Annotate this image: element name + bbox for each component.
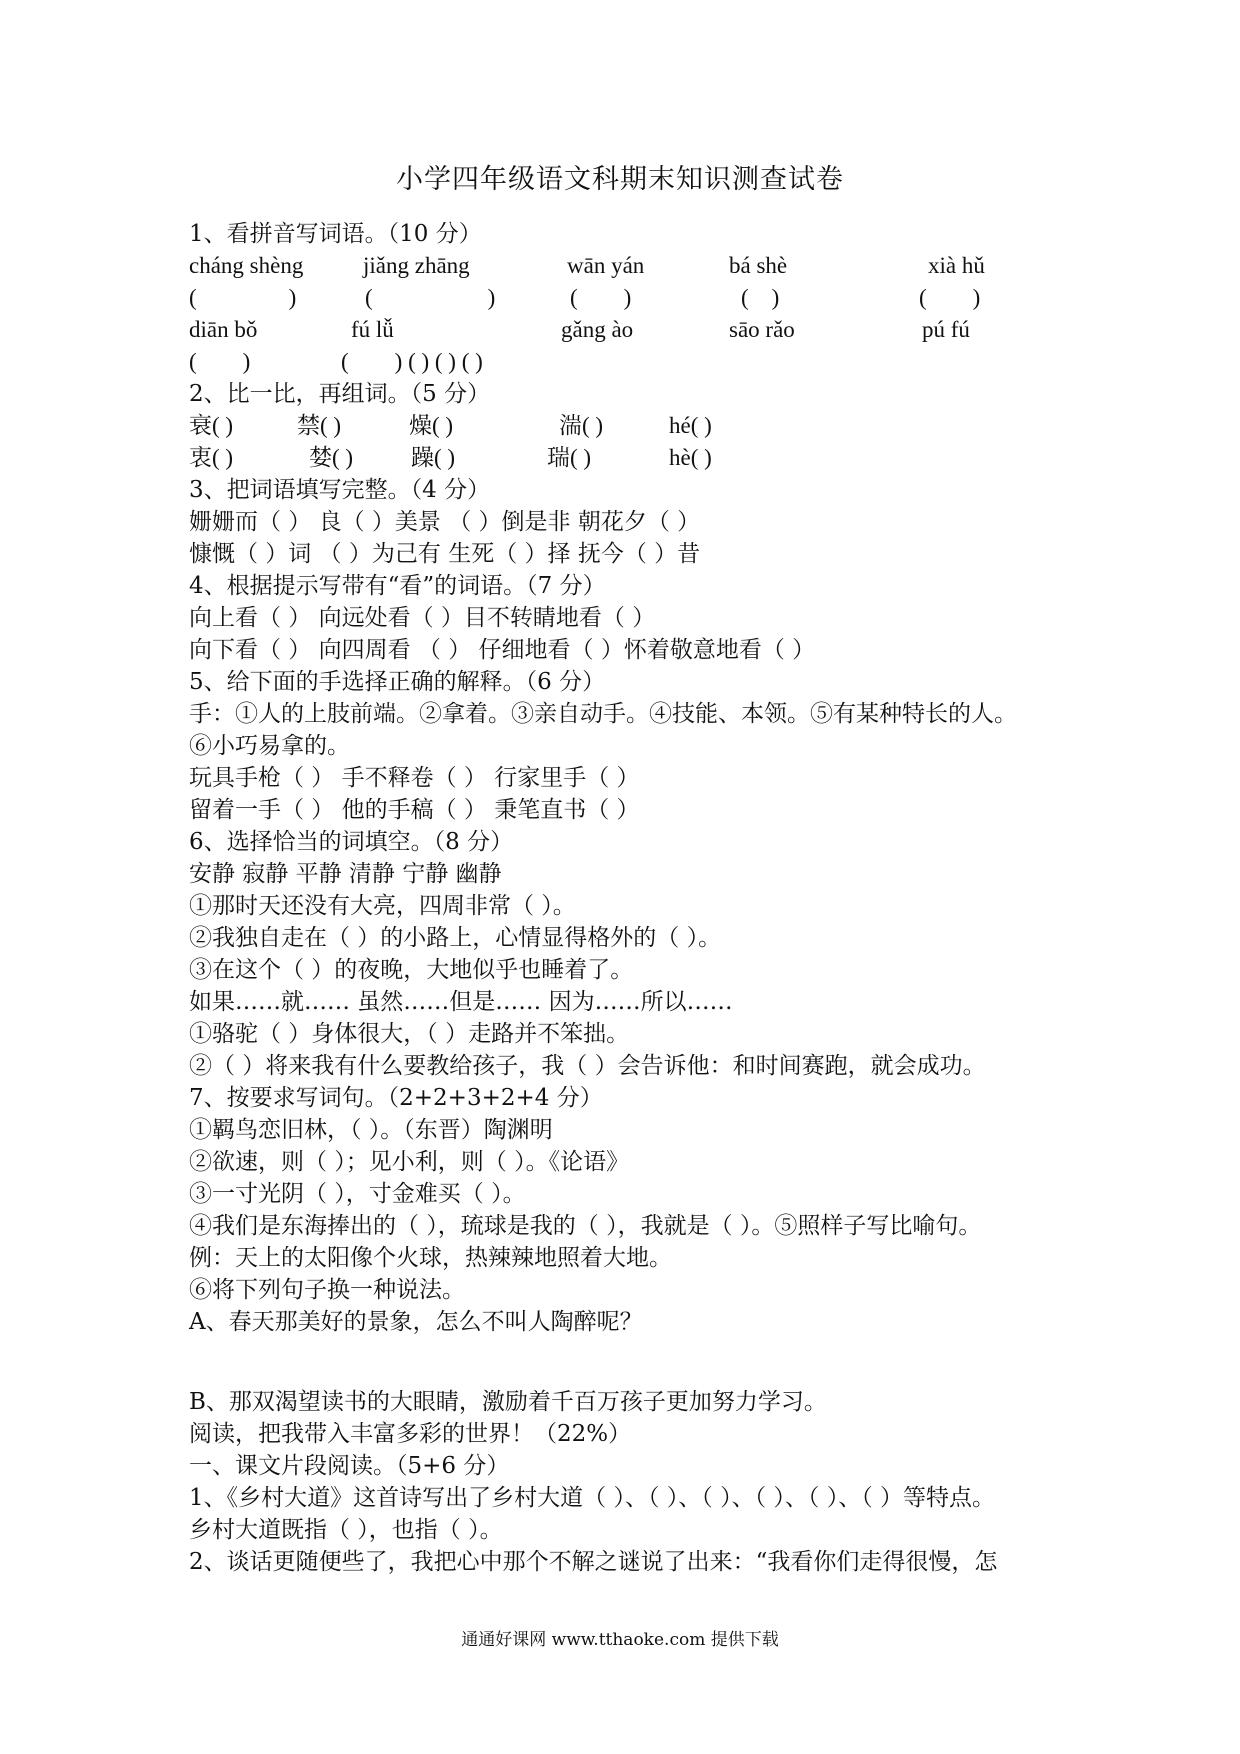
pinyin-item: fú lǚ — [351, 317, 394, 342]
answer-blank: ( ) — [365, 285, 496, 310]
answer-blank: ( ) — [189, 349, 251, 374]
pinyin-item: bá shè — [729, 253, 788, 278]
reading-heading: 阅读，把我带入丰富多彩的世界！（22%） — [189, 1421, 632, 1447]
pinyin-row-2 — [189, 314, 1089, 346]
section-5-line-1: 玩具手枪（ ） 手不释卷（ ） 行家里手（ ） — [189, 765, 640, 791]
reading-question: 2、谈话更随便些了，我把心中那个不解之谜说了出来：“我看你们走得很慢，怎 — [189, 1549, 998, 1575]
section-7-question: ⑥将下列句子换一种说法。 — [189, 1277, 465, 1303]
section-6-question: ①那时天还没有大亮，四周非常（ ）。 — [189, 893, 576, 919]
section-6-question: ①骆驼（ ）身体很大，（ ）走路并不笨拙。 — [189, 1021, 630, 1047]
pinyin-item: pú fú — [922, 317, 970, 342]
section-7-question: ②欲速，则（ ）；见小利，则（ ）。《论语》 — [189, 1149, 630, 1175]
compare-item: hé( ) — [669, 413, 712, 438]
pinyin-item: diān bǒ — [189, 317, 258, 342]
section-5-heading: 5、给下面的手选择正确的解释。（6 分） — [189, 669, 606, 695]
section-6-question: ③在这个（ ）的夜晚，大地似乎也睡着了。 — [189, 957, 634, 983]
section-4-heading: 4、根据提示写带有“看”的词语。（7 分） — [189, 573, 606, 599]
reading-question: 乡村大道既指（ ），也指（ ）。 — [189, 1517, 503, 1543]
section-7-sentence-b: B、那双渴望读书的大眼睛，激励着千百万孩子更加努力学习。 — [189, 1389, 827, 1415]
section-5-definitions: 手：①人的上肢前端。②拿着。③亲自动手。④技能、本领。⑤有某种特长的人。 — [189, 701, 1017, 727]
page-title: 小学四年级语文科期末知识测查试卷 — [396, 164, 844, 195]
answer-blank: ( ) — [919, 285, 981, 310]
pinyin-item: gǎng ào — [561, 317, 634, 342]
compare-item: 衷( ) — [189, 445, 234, 470]
section-4-line-1: 向上看（ ） 向远处看（ ）目不转睛地看（ ） — [189, 605, 656, 631]
pinyin-item: sāo rǎo — [729, 317, 795, 342]
answer-blanks-row-2 — [189, 346, 1089, 378]
reading-part-1-heading: 一、课文片段阅读。（5+6 分） — [189, 1453, 510, 1479]
section-3-heading: 3、把词语填写完整。（4 分） — [189, 477, 491, 503]
footer-credit: 通通好课网 www.tthaoke.com 提供下载 — [461, 1630, 779, 1650]
section-3-line-2: 慷慨（ ）词 （ ）为己有 生死（ ）择 抚今（ ）昔 — [189, 541, 701, 567]
section-6-question: ②我独自走在（ ）的小路上，心情显得格外的（ ）。 — [189, 925, 722, 951]
compare-row-1 — [189, 410, 889, 442]
section-7-sentence-a: A、春天那美好的景象，怎么不叫人陶醉呢？ — [189, 1309, 643, 1335]
section-5-line-2: 留着一手（ ） 他的手稿（ ） 秉笔直书（ ） — [189, 797, 640, 823]
section-4-line-2: 向下看（ ） 向四周看 （ ） 仔细地看（ ）怀着敬意地看（ ） — [189, 637, 816, 663]
compare-item: 躁( ) — [411, 445, 456, 470]
compare-item: 婪( ) — [309, 445, 354, 470]
section-7-question: ③一寸光阴（ ），寸金难买（ ）。 — [189, 1181, 526, 1207]
compare-item: 衰( ) — [189, 413, 234, 438]
section-7-example: 例：天上的太阳像个火球，热辣辣地照着大地。 — [189, 1245, 672, 1271]
pinyin-row-1 — [189, 250, 1089, 282]
answer-blank: ( ) — [189, 285, 297, 310]
pinyin-item: xià hǔ — [928, 253, 985, 278]
compare-item: hè( ) — [669, 445, 712, 470]
section-7-question: ④我们是东海捧出的（ ），琉球是我的（ ），我就是（ ）。⑤照样子写比喻句。 — [189, 1213, 982, 1239]
answer-blank: ( ) ( ) ( ) ( ) — [341, 349, 483, 374]
answer-blanks-row-1 — [189, 282, 1089, 314]
section-7-question: ①羁鸟恋旧林，（ ）。（东晋）陶渊明 — [189, 1117, 553, 1143]
word-choices-2: 如果……就…… 虽然……但是…… 因为……所以…… — [189, 989, 733, 1015]
section-7-heading: 7、按要求写词句。（2+2+3+2+4 分） — [189, 1085, 603, 1111]
section-2-heading: 2、比一比，再组词。（5 分） — [189, 381, 491, 407]
compare-item: 瑞( ) — [547, 445, 592, 470]
reading-question: 1、《乡村大道》这首诗写出了乡村大道（ ）、（ ）、（ ）、（ ）、（ ）、（ ）等特点。 — [189, 1485, 995, 1511]
section-5-definitions-cont: ⑥小巧易拿的。 — [189, 733, 350, 759]
section-6-question: ②（ ）将来我有什么要教给孩子，我（ ）会告诉他：和时间赛跑，就会成功。 — [189, 1053, 986, 1079]
compare-row-2 — [189, 442, 889, 474]
section-6-heading: 6、选择恰当的词填空。（8 分） — [189, 829, 514, 855]
answer-blank: ( ) — [570, 285, 632, 310]
compare-item: 禁( ) — [297, 413, 342, 438]
answer-blank: ( ) — [741, 285, 780, 310]
compare-item: 燥( ) — [409, 413, 454, 438]
word-choices-1: 安静 寂静 平静 清静 宁静 幽静 — [189, 861, 502, 887]
pinyin-item: cháng shèng — [189, 253, 304, 278]
section-1-heading: 1、看拼音写词语。（10 分） — [189, 221, 482, 247]
compare-item: 湍( ) — [559, 413, 604, 438]
pinyin-item: jiǎng zhāng — [363, 253, 470, 278]
section-3-line-1: 姗姗而（ ） 良（ ）美景 （ ）倒是非 朝花夕（ ） — [189, 509, 701, 535]
pinyin-item: wān yán — [567, 253, 645, 278]
